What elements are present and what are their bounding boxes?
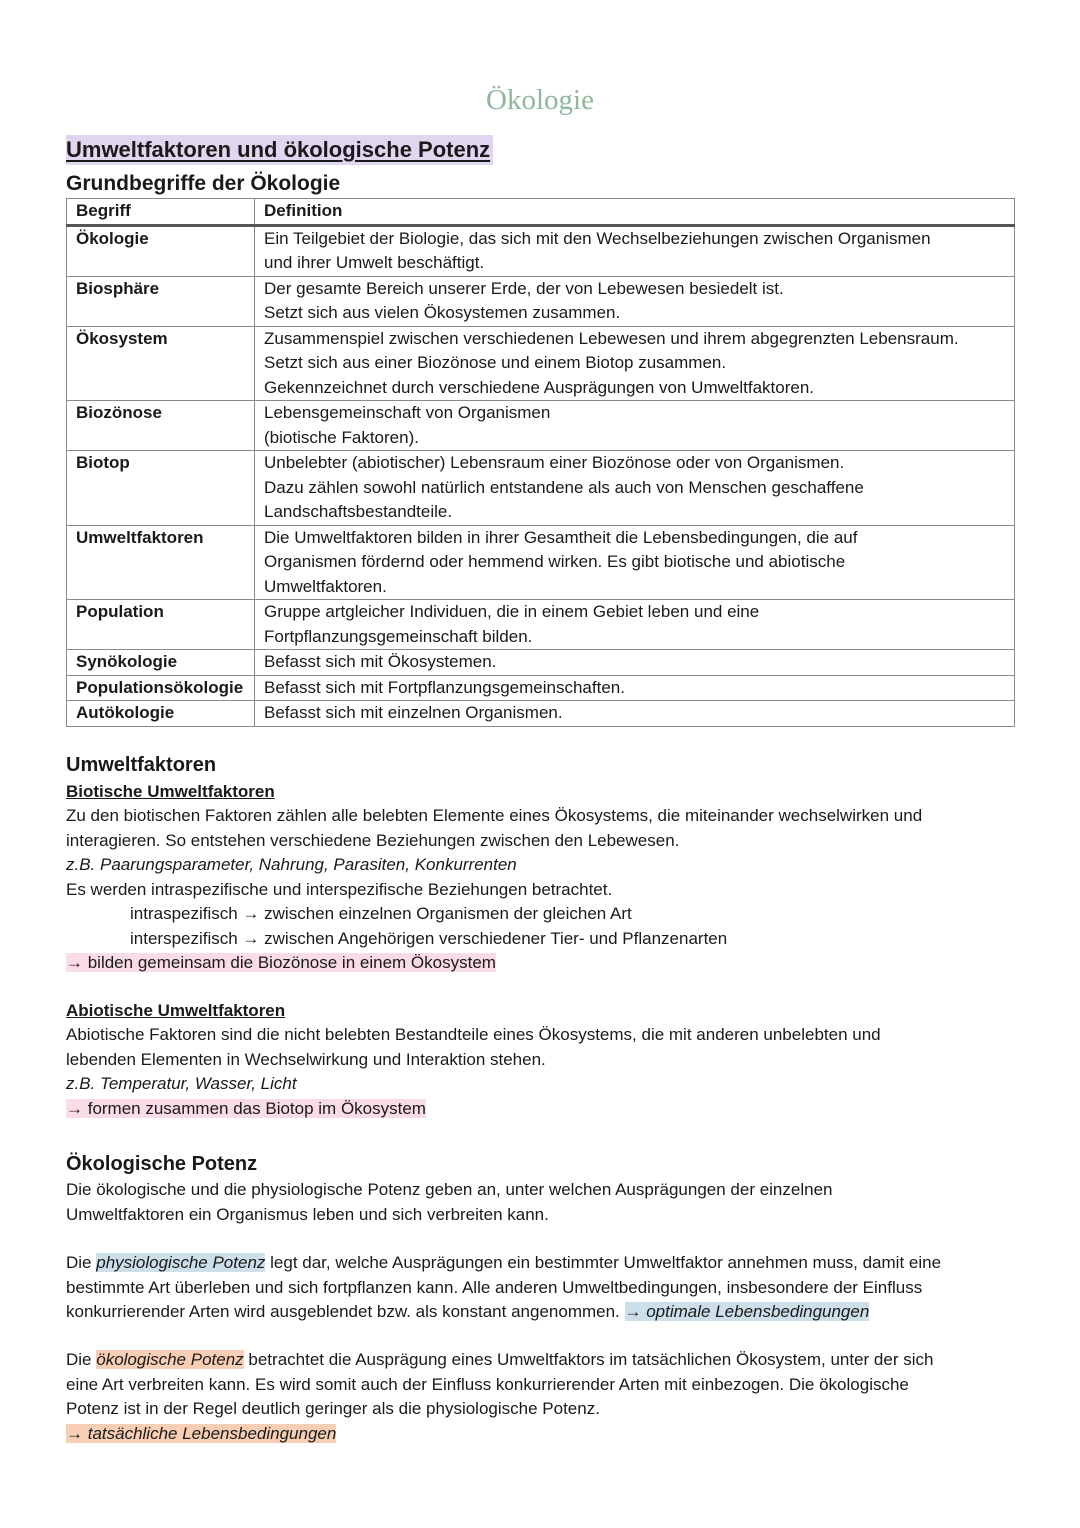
result-biozoenose: → bilden gemeinsam die Biozönose in einem Ökosystem xyxy=(66,953,496,972)
example-line: z.B. Temperatur, Wasser, Licht xyxy=(66,1074,297,1093)
definition-line: Unbelebter (abiotischer) Lebensraum einer Biozönose oder von Organismen. xyxy=(264,453,845,472)
definition-cell xyxy=(255,600,1015,650)
text-line: interagieren. So entstehen verschiedene Beziehungen zwischen den Lebewesen. xyxy=(66,830,680,850)
term-cell: Ökosystem xyxy=(67,326,255,401)
table-header-definition: Definition xyxy=(255,199,1015,226)
definition-line: Befasst sich mit Fortpflanzungsgemeinschaften. xyxy=(264,677,625,697)
definition-line: Umweltfaktoren. xyxy=(264,576,387,596)
definition-line: Setzt sich aus vielen Ökosystemen zusammen. xyxy=(264,303,621,322)
term-cell: Population xyxy=(67,600,255,650)
text-line: eine Art verbreiten kann. Es wird somit auch der Einfluss konkurrierender Arten mit einbezogen. Die ökologische xyxy=(66,1374,909,1394)
definition-line: Dazu zählen sowohl natürlich entstandene als auch von Menschen geschaffene xyxy=(264,477,864,497)
term-oekologische-potenz: ökologische Potenz xyxy=(96,1350,244,1369)
definition-cell xyxy=(255,701,1015,727)
main-heading: Umweltfaktoren und ökologische Potenz xyxy=(66,135,493,165)
term-cell: Ökologie xyxy=(67,225,255,276)
paragraph-physiologische-potenz xyxy=(66,1251,1016,1325)
term-cell: Populationsökologie xyxy=(67,675,255,701)
table-body xyxy=(67,225,1015,726)
definition-cell xyxy=(255,525,1015,600)
table-row xyxy=(67,525,1015,600)
result-optimal: → optimale Lebensbedingungen xyxy=(624,1302,870,1321)
result-tatsaechlich: → tatsächliche Lebensbedingungen xyxy=(66,1423,337,1443)
term-cell: Biotop xyxy=(67,451,255,526)
table-row xyxy=(67,225,1015,276)
text-line: Es werden intraspezifische und interspezifische Beziehungen betrachtet. xyxy=(66,879,613,899)
text-line: Umweltfaktoren ein Organismus leben und sich verbreiten kann. xyxy=(66,1204,549,1224)
definition-cell xyxy=(255,225,1015,276)
term-cell: Biozönose xyxy=(67,401,255,451)
definition-line: Gekennzeichnet durch verschiedene Ausprägungen von Umweltfaktoren. xyxy=(264,377,815,397)
paragraph-biotisch xyxy=(66,804,1016,976)
intraspecific-line: intraspezifisch → zwischen einzelnen Organismen der gleichen Art xyxy=(130,904,632,923)
definition-line: Fortpflanzungsgemeinschaft bilden. xyxy=(264,626,533,646)
definition-line: Befasst sich mit einzelnen Organismen. xyxy=(264,703,563,722)
definition-line: (biotische Faktoren). xyxy=(264,427,419,447)
table-row xyxy=(67,401,1015,451)
table-row xyxy=(67,276,1015,326)
paragraph-oekologische-potenz xyxy=(66,1348,1016,1446)
definition-line: Gruppe artgleicher Individuen, die in einem Gebiet leben und eine xyxy=(264,602,760,621)
term-cell: Biosphäre xyxy=(67,276,255,326)
text-line: bestimmte Art überleben und sich fortpflanzen kann. Alle anderen Umweltbedingungen, insbesondere der Einfluss xyxy=(66,1277,923,1297)
table-row xyxy=(67,326,1015,401)
term-cell: Autökologie xyxy=(67,701,255,727)
definition-line: Der gesamte Bereich unserer Erde, der von Lebewesen besiedelt ist. xyxy=(264,278,784,298)
definition-line: und ihrer Umwelt beschäftigt. xyxy=(264,253,485,272)
definition-line: Setzt sich aus einer Biozönose und einem Biotop zusammen. xyxy=(264,353,727,372)
term-cell: Umweltfaktoren xyxy=(67,525,255,600)
paragraph-potenz-intro xyxy=(66,1178,1016,1227)
definition-line: Befasst sich mit Ökosystemen. xyxy=(264,652,497,671)
text-fragment: Die xyxy=(66,1350,97,1369)
text-line: Potenz ist in der Regel deutlich geringer als die physiologische Potenz. xyxy=(66,1399,600,1418)
definition-line: Organismen fördernd oder hemmend wirken. Es gibt biotische und abiotische xyxy=(264,552,846,571)
definition-line: Die Umweltfaktoren bilden in ihrer Gesamtheit die Lebensbedingungen, die auf xyxy=(264,527,858,547)
definition-line: Lebensgemeinschaft von Organismen xyxy=(264,403,551,422)
text-fragment: Die xyxy=(66,1253,97,1272)
section-heading-potenz: Ökologische Potenz xyxy=(66,1153,258,1175)
sub-heading: Grundbegriffe der Ökologie xyxy=(66,172,341,195)
subheading-abiotisch: Abiotische Umweltfaktoren xyxy=(66,1001,286,1020)
paragraph-abiotisch xyxy=(66,1023,1016,1121)
text-line: lebenden Elementen in Wechselwirkung und Interaktion stehen. xyxy=(66,1049,546,1069)
definition-cell xyxy=(255,276,1015,326)
text-line: Zu den biotischen Faktoren zählen alle belebten Elemente eines Ökosystems, die miteinander wechselwirken und xyxy=(66,806,923,825)
definitions-table xyxy=(66,198,1015,727)
text-fragment: legt dar, welche Ausprägungen ein bestimmter Umweltfaktor annehmen muss, damit eine xyxy=(265,1253,942,1272)
text-fragment: betrachtet die Ausprägung eines Umweltfaktors im tatsächlichen Ökosystem, unter der sich xyxy=(243,1350,934,1369)
table-row xyxy=(67,600,1015,650)
table-row xyxy=(67,701,1015,727)
section-heading-umweltfaktoren: Umweltfaktoren xyxy=(66,754,217,776)
table-row xyxy=(67,675,1015,701)
text-fragment: konkurrierender Arten wird ausgeblendet bzw. als konstant angenommen. xyxy=(66,1302,625,1321)
definition-cell xyxy=(255,675,1015,701)
table-row xyxy=(67,650,1015,676)
definition-line: Landschaftsbestandteile. xyxy=(264,502,453,521)
table-header-term: Begriff xyxy=(67,199,255,226)
definition-cell xyxy=(255,401,1015,451)
text-line: Abiotische Faktoren sind die nicht belebten Bestandteile eines Ökosystems, die mit anderen unbelebten und xyxy=(66,1025,881,1044)
example-line: z.B. Paarungsparameter, Nahrung, Parasiten, Konkurrenten xyxy=(66,855,517,874)
text-line: Die ökologische und die physiologische Potenz geben an, unter welchen Ausprägungen der einzelnen xyxy=(66,1180,833,1199)
definition-line: Ein Teilgebiet der Biologie, das sich mit den Wechselbeziehungen zwischen Organismen xyxy=(264,228,931,248)
definition-cell xyxy=(255,650,1015,676)
term-cell: Synökologie xyxy=(67,650,255,676)
interspecific-line: interspezifisch → zwischen Angehörigen verschiedener Tier- und Pflanzenarten xyxy=(130,928,728,948)
subheading-biotisch: Biotische Umweltfaktoren xyxy=(66,782,275,801)
result-biotop: → formen zusammen das Biotop im Ökosystem xyxy=(66,1098,426,1118)
document-title: Ökologie xyxy=(486,84,594,116)
table-row xyxy=(67,451,1015,526)
definition-cell xyxy=(255,326,1015,401)
definition-cell xyxy=(255,451,1015,526)
definition-line: Zusammenspiel zwischen verschiedenen Lebewesen und ihrem abgegrenzten Lebensraum. xyxy=(264,328,959,348)
table-header-row xyxy=(67,199,1015,226)
term-physiologische-potenz: physiologische Potenz xyxy=(96,1253,266,1272)
